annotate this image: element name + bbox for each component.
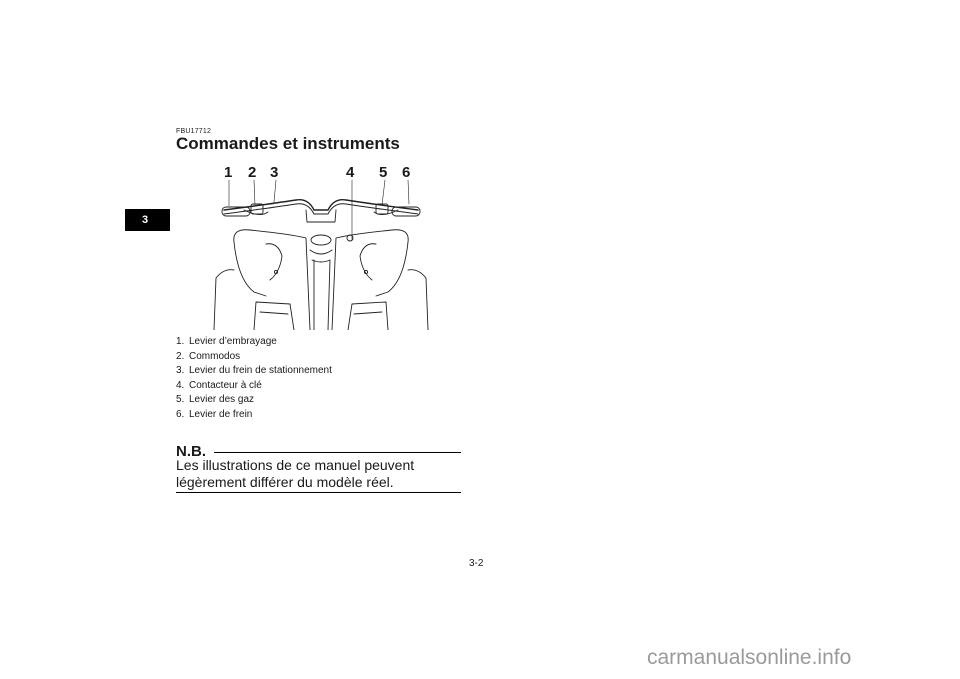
legend-item [176, 364, 332, 379]
legend-item [176, 379, 332, 394]
callout-2: 2 [248, 164, 257, 181]
legend-item [176, 350, 332, 365]
legend-item-number: 6. [176, 408, 185, 420]
legend-item [176, 393, 332, 408]
legend-list [176, 335, 332, 423]
section-title: Commandes et instruments [176, 134, 400, 153]
legend-item-number: 2. [176, 350, 185, 362]
legend-item-label: Levier de frein [189, 408, 253, 420]
legend-item-number: 3. [176, 365, 185, 377]
callout-5: 5 [379, 164, 388, 181]
legend-item-number: 1. [176, 336, 185, 347]
legend-item-number: 5. [176, 394, 185, 406]
callout-6: 6 [402, 164, 411, 181]
note-heading: N.B. [176, 443, 206, 460]
legend-item-label: Levier du frein de stationnement [189, 365, 332, 377]
handlebar-illustration [210, 160, 432, 330]
watermark: carmanualsonline.info [647, 646, 852, 669]
note-divider-bottom [176, 492, 461, 493]
legend-item [176, 408, 332, 423]
note-divider-top [214, 452, 461, 453]
chapter-tab [125, 209, 170, 231]
chapter-number: 3 [142, 214, 149, 226]
note-text: Les illustrations de ce manuel peuvent légèrement différer du modèle réel. [176, 457, 415, 490]
legend-item [176, 335, 332, 350]
page-number: 3-2 [469, 558, 484, 569]
legend-item-number: 4. [176, 379, 185, 391]
section-code: FBU17712 [176, 128, 212, 135]
callout-1: 1 [224, 164, 233, 181]
legend-item-label: Commodos [189, 350, 241, 362]
legend-item-label: Levier des gaz [189, 394, 255, 406]
legend-item-label: Contacteur à clé [189, 379, 262, 391]
legend-item-label: Levier d’embrayage [189, 336, 277, 347]
callout-4: 4 [346, 164, 355, 181]
callout-3: 3 [270, 164, 279, 181]
